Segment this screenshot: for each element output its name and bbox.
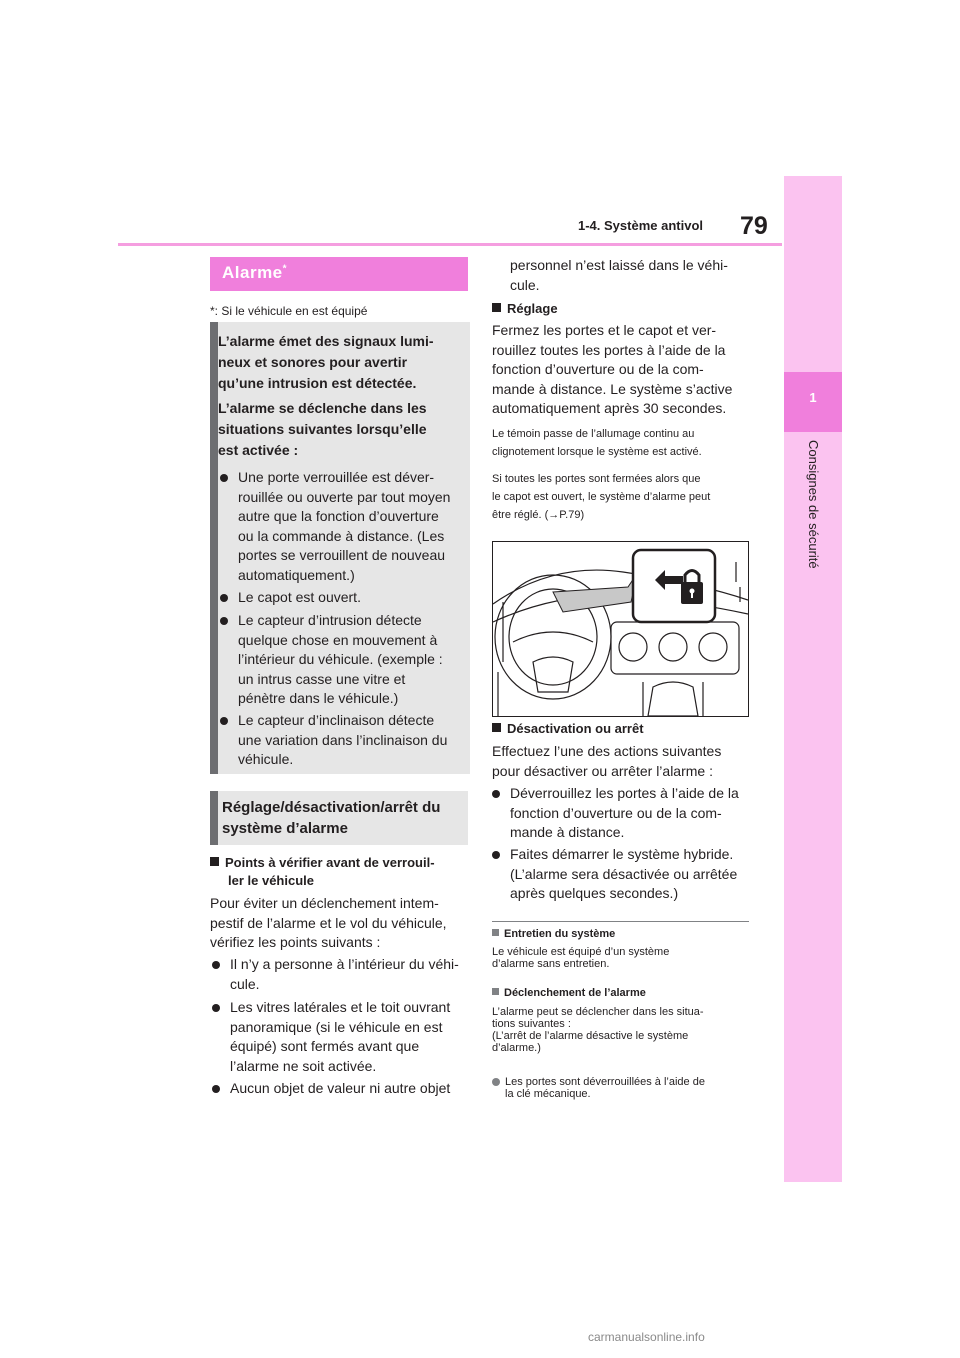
dashboard-security-indicator-illustration [493, 542, 748, 716]
reglage-note-1: Le témoin passe de l’allumage continu au clignotement lorsque le système est activé. [492, 428, 702, 458]
desactivation-intro: Effectuez l’une des actions suivantes pour désactiver ou arrêter l’alarme : [492, 743, 722, 779]
alarm-heading [210, 257, 468, 291]
page-number: 79 [740, 212, 768, 240]
grey-bullet-icon [492, 1078, 500, 1086]
watermark: carmanualsonline.info [588, 1330, 705, 1344]
small-square-bullet-icon [492, 929, 499, 936]
alarm-heading-asterisk: * [282, 263, 288, 275]
chapter-title: Consignes de sécurité [806, 440, 821, 569]
header-rule [118, 243, 782, 246]
check-section-intro: Pour éviter un déclenchement intem- pestif de l’alarme et le vol du véhicule, vérifiez les points suivants : [210, 895, 447, 950]
check-bullet-3-continued: personnel n’est laissé dans le véhi- cule. [510, 257, 728, 293]
setting-heading-bar [210, 791, 218, 845]
square-bullet-icon [492, 723, 501, 732]
note-maintenance-text: Le véhicule est équipé d’un système d’alarme sans entretien. [492, 946, 670, 970]
reglage-note-2: Si toutes les portes sont fermées alors que le capot est ouvert, le système d’alarme peut être réglé. (→P.79) [492, 473, 711, 521]
square-bullet-icon [210, 857, 219, 866]
reglage-title: Réglage [492, 300, 558, 318]
reglage-text: Fermez les portes et le capot et ver- rouillez toutes les portes à l’aide de la fonction d’ouverture ou de la com- mande à distance. Le système s’active automatiquement après 30 secondes. [492, 322, 733, 416]
note-maintenance-title: Entretien du système [492, 927, 615, 941]
desactivation-title: Désactivation ou arrêt [492, 720, 644, 738]
summary-box-bar [210, 322, 218, 774]
note-trigger-title: Déclenchement de l’alarme [492, 986, 646, 1000]
small-square-bullet-icon [492, 988, 499, 995]
dashboard-illustration [492, 541, 749, 717]
section-label: 1-4. Système antivol [578, 218, 703, 233]
setting-heading: Réglage/désactivation/arrêt du système d’alarme [210, 791, 468, 845]
footnote: *: Si le véhicule en est équipé [210, 304, 368, 318]
chapter-side-tab [784, 176, 842, 1182]
check-section-title: Points à vérifier avant de verrouil- ler le véhicule [210, 854, 472, 890]
alarm-heading-title: Alarme [222, 263, 283, 282]
note-trigger-text: L’alarme peut se déclencher dans les situa- tions suivantes : (L’arrêt de l’alarme désactive le système d’alarme.) [492, 1006, 704, 1054]
square-bullet-icon [492, 303, 501, 312]
chapter-number: 1 [809, 390, 817, 405]
summary-intro: L’alarme émet des signaux lumi- neux et sonores pour avertir qu’une intrusion est détectée. L’alarme se déclenche dans les situations suivantes lorsqu’elle est activée : [218, 333, 434, 458]
notes-divider [492, 921, 749, 922]
